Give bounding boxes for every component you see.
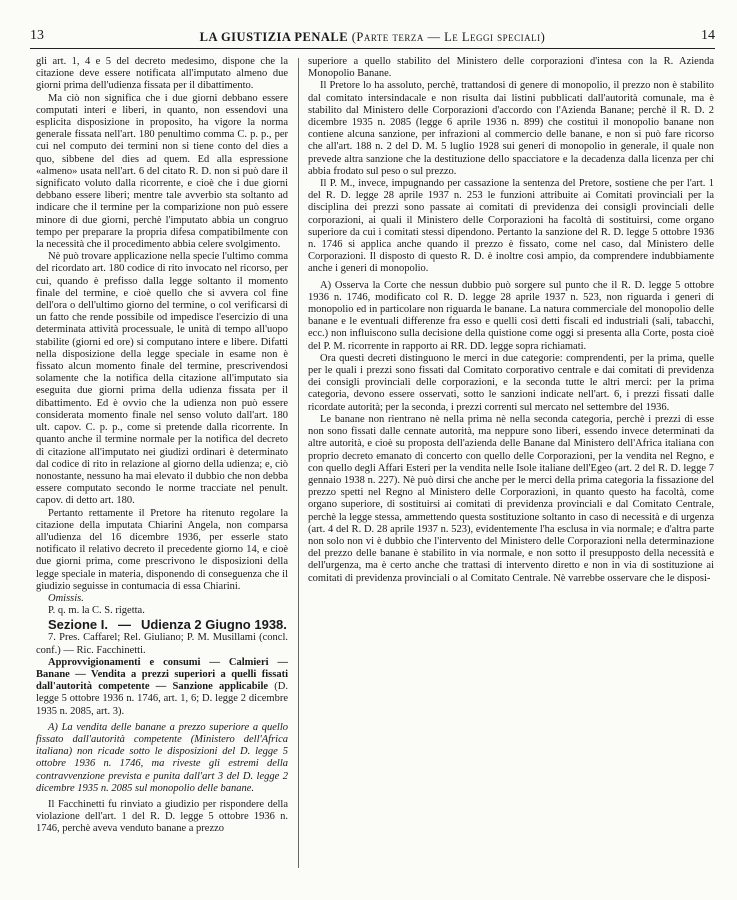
paragraph: Il P. M., invece, impugnando per cassazione la sentenza del Pretore, sostiene che per l'art. 1 del R. D. legge 28 aprile 1937 n. 253 le funzioni attribuite ai Comitati provinciali per la disciplina dei prezzi sono passate ai comitati di previdenza dei consigli provinciali delle corporazioni, ai quali il Ministero delle Corporazioni ha facoltà di sostituirsi, come organo superiore da cui i comitati stessi dipendono. Pertanto la sanzione del R. D. legge 5 ottobre 1936 n. 1746 si applica anche quando il prezzo è fissato, come nel caso, dal Ministero delle Corporazioni. Il disposto di questo R. D. è inoltre così ampio, da comprendere indubbiamente anche i generi di monopolio. [308, 178, 714, 275]
hearing-date: Udienza 2 Giugno 1938. [140, 617, 287, 633]
massima [36, 657, 288, 718]
right-column [308, 56, 714, 585]
page-header [30, 28, 715, 48]
header-rule [30, 48, 715, 49]
section-heading: Sezione I. — Udienza 2 Giugno 1938. [48, 617, 287, 633]
omissis-note: Omissis. [48, 592, 84, 604]
page-number-right: 14 [701, 28, 715, 43]
paragraph: Nè può trovare applicazione nella specie l'ultimo comma del ricordato art. 180 codice di rito invocato nel ricorso, per cui, quando è prefisso dalla legge soltanto il momento finale del termine, e cioè quello che si avvera col fine dell'ora o dell'ultimo giorno del termine, o col verificarsi di un fatto che rende possibile od impedisce l'esercizio di una determinata attività processuale, le unità di tempo all'uopo stabilite (giorni ed ore) si computano intere e libere. Difatti nella disposizione della legge speciale in esame non è fissato alcun momento finale del termine, prescrivendosi solamente che la notifica della citazione all'imputato sia eseguita due giorni prima della udienza fissata per il dibattimento. Ed è ovvio che la udienza non può essere considerata momento finale nel senso voluto dall'art. 180 ult. capov. C. p. p., come si pretende dalla ricorrente. In quanto anche il termine normale per la notifica del decreto di citazione all'imputato nei giudizi ordinari è determinato dal codice di rito in relazione al giorno della udienza; e, ciò nonostante, nessuno ha mai elevato il dubbio che non debba essere computato secondo le norme tracciate nel penult. capov. di detto art. 180. [36, 251, 288, 507]
massima-heading: Approvvigionamenti e consumi — Calmieri — Banane — Vendita a prezzi superiori a quelli fissati dall'autorità competente — Sanzione applicabile [36, 656, 288, 693]
paragraph: superiore a quello stabilito del Ministero delle corporazioni d'intesa con la R. Azienda Monopolio Banane. [308, 56, 714, 80]
journal-title [30, 30, 715, 45]
paragraph: Pertanto rettamente il Pretore ha ritenuto regolare la citazione della imputata Chiarini Angela, non comparsa all'udienza del 16 dicembre 1936, per esserle stato notificato il relativo decreto il precedente giorno 14, e cioè due giorni prima, come prescrivono le disposizioni della legge speciale in materia, disponendo di conseguenza che il giudizio seguisse in contumacia di essa Chiarini. [36, 507, 288, 592]
paragraph: gli art. 1, 4 e 5 del decreto medesimo, dispone che la citazione deve essere notificata all'imputato almeno due giorni prima dell'udienza fissata per il dibattimento. [36, 56, 288, 92]
paragraph: Il Pretore lo ha assoluto, perchè, trattandosi di genere di monopolio, il prezzo non è stabilito dal comitato intersindacale e non risulta dai listini pubblicati dall'autorità comunale, ma è stabilito dal Ministero delle Corporazioni d'accordo con l'Azienda Banane; perchè il R. D. 2 dicembre 1935 n. 2085 (legge 6 aprile 1936 n. 899) che costituì il monopolio banane non contiene alcuna sanzione, per infrazioni al commercio delle banane, e non si può fare ricorso che all'art. 188 n. 2 del D. M. 5 luglio 1928 sui generi di monopolio in generale, il quale non prevede altra sanzione che la destituzione dello spacciatore e la decadenza dalla licenza per chi abbia frodato sul peso o sul prezzo. [308, 80, 714, 177]
left-column [36, 56, 288, 836]
section-label: Sezione I. [48, 617, 108, 633]
massima-refs: (D. legge 5 ottobre 1936 n. 1746, art. 1, 6; D. legge 2 dicembre 1935 n. 2085, art. 3). [36, 681, 289, 717]
paragraph: Le banane non rientrano nè nella prima nè nella seconda categoria, perchè i prezzi di esse non sono fissati dalle cennate autorità, ma neppure sono liberi, essendo invece determinati da altre autorità, e cioè su proposta dell'azienda delle Banane dal Ministero dell'Africa italiana con proprio decreto emanato di concerto con quello delle Corporazioni, per la vendita nel Regno, e con quello degli Affari Esteri per la vendita nelle Isole italiane dell'Egeo (art. 2 del R. D. legge 7 gennaio 1938 n. 227). Nè può dirsi che anche per le merci della prima categoria la fissazione del prezzo spetti nel Regno al Ministero delle Corporazioni, in quanto questo ha facoltà, come organo superiore, di sostituirsi ai comitati di previdenza provinciali e dal Comitato Centrale, perchè la legge stessa, ammettendo questa sostituzione soltanto in caso di necessità e di urgenza (art. 4 del R. D. 28 aprile 1937 n. 523), evidentemente l'ha esclusa in via normale; e d'altra parte non solo non vi è dubbio che l'intervento del Ministero delle Corporazioni nella determinazione del prezzo delle banane è stabilito in via normale, e non sotto il presupposto della necessità e dell'urgenza, ma è certo anche che trattasi di intervento diretto e non in via di sostituzione ai comitati di previdenza provinciali o al Comitato Centrale. Nè varrebbe osservare che le disposi- [308, 413, 714, 584]
paragraph: Ma ciò non significa che i due giorni debbano essere computati interi e liberi, in quanto, non essendovi una esplicita disposizione in proposito, ha vigore la norma generale fissata nell'art. 180 penultimo comma C. p. p., per cui nel computo dei termini non si tiene conto del dies a quo, sibbene del dies ad quem. Ed alla espressione «almeno» usata nell'art. 6 del citato R. D. non si può dare il significato voluto dalla ricorrente, e cioè che i due giorni debbano essere liberi; mentre tale avverbio sta soltanto ad indicare che il termine per la comparizione non può essere minore di due giorni, perchè l'imputato abbia un congruo tempo per preparare la propria difesa compatibilmente con la necessità che il procedimento abbia celere svolgimento. [36, 92, 288, 251]
paragraph: A) Osserva la Corte che nessun dubbio può sorgere sul punto che il R. D. legge 5 ottobre 1936 n. 1746, modificato col R. D. legge 28 aprile 1937 n. 523, non riguarda i generi di monopolio ed in particolare non riguarda le banane. La natura commerciale del monopolio delle banane e le eventuali differenze fra esso e quelli così detti fiscali ed industriali (sali, tabacchi, ecc.) non influiscono sulla decisione della quistione come oggi si presenta alla Corte, posta cioè del P. M. ricorrente in rapporto ai RR. DD. legge sopra richiamati. [308, 279, 714, 352]
column-divider [298, 58, 299, 868]
paragraph: Il Facchinetti fu rinviato a giudizio per rispondere della violazione dell'art. 1 del R. D. legge 5 ottobre 1936 n. 1746, perchè aveva venduto banane a prezzo [36, 798, 288, 835]
paragraph: Ora questi decreti distinguono le merci in due categorie: comprendenti, per la prima, quelle per le quali i prezzi sono fissati dal Comitato corporativo centrale e dai comitati di previdenza dei consigli provinciali delle corporazioni, e la seconda tutte le altri merci: per la prima categoria, devono essere osservati, sotto le sanzioni indicate nell'art. 6, i prezzi fissati dalle ricordate autorità; per la seconda, i prezzi correnti sul mercato nel settembre del 1936. [308, 352, 714, 413]
page-number-left: 13 [30, 28, 44, 43]
journal-subtitle: (Parte terza — Le Leggi speciali) [351, 30, 546, 44]
massima-text: A) La vendita delle banane a prezzo superiore a quello fissato dall'autorità competente (Ministero dell'Africa italiana) non ricade sotto le disposizioni del D. legge 5 ottobre 1936 n. 1746, ma riveste gli estremi della contravvenzione prevista e punita dall'art 3 del D. legge 2 dicembre 1935 n. 2085 sul monopolio delle banane. [36, 721, 288, 794]
verdict: P. q. m. la C. S. rigetta. [48, 605, 145, 617]
case-line: 7. Pres. Caffarel; Rel. Giuliano; P. M. Musillami (concl. conf.) — Ric. Facchinetti. [36, 632, 288, 656]
journal-name: LA GIUSTIZIA PENALE [199, 30, 349, 44]
